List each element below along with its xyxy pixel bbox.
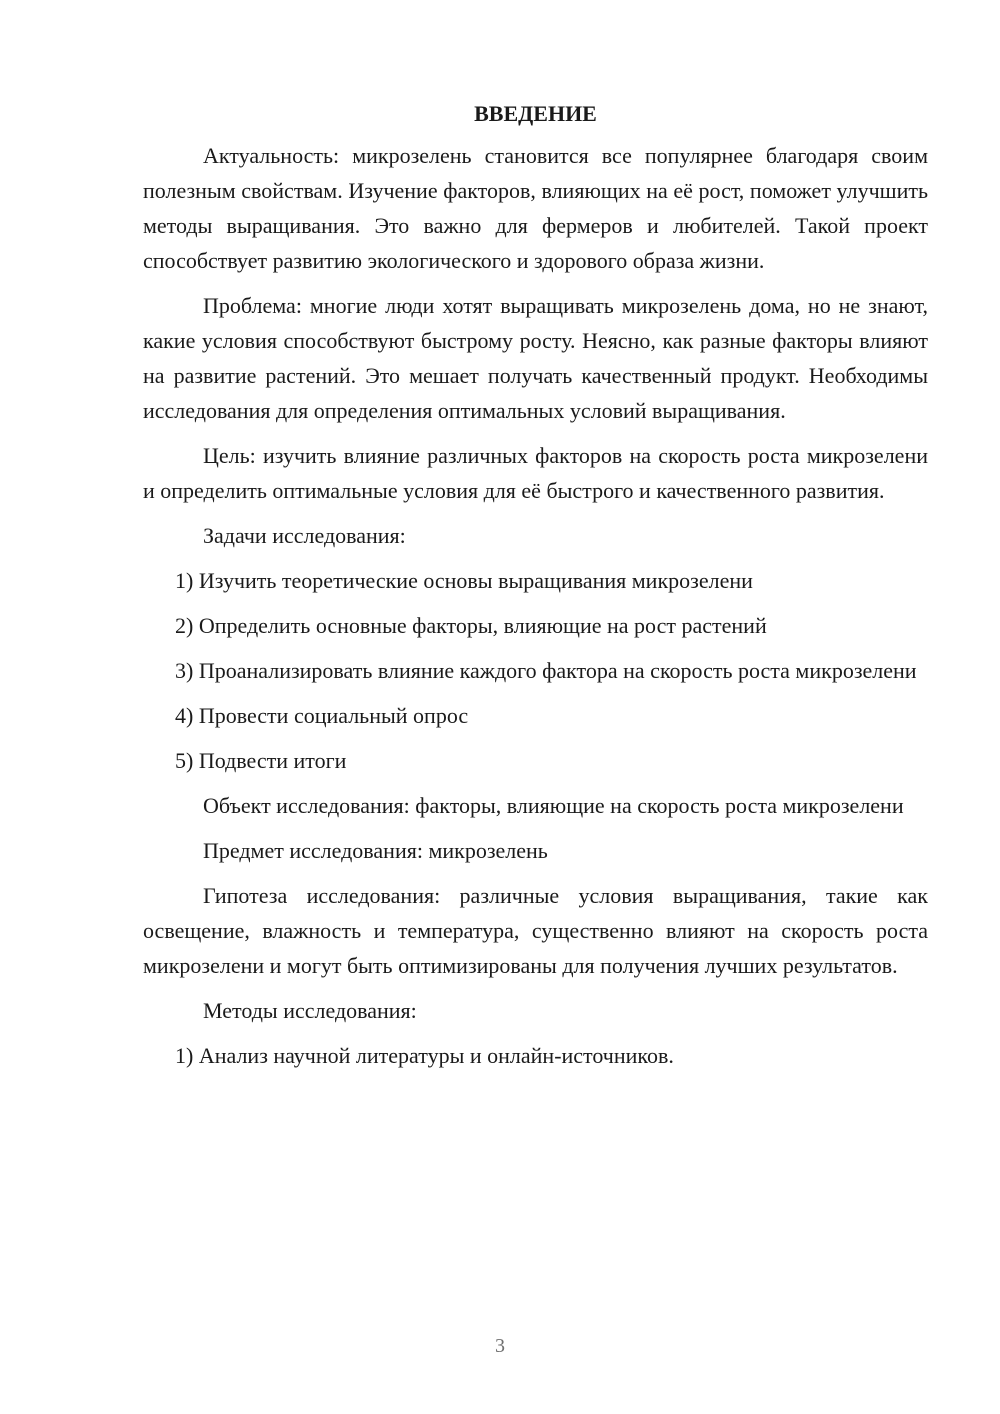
subject-paragraph: Предмет исследования: микрозелень (203, 838, 548, 863)
goal-paragraph: Цель: изучить влияние различных факторов на скорость роста микрозелени и определить оптимальные условия для её быстрого и качественного развития. (143, 443, 928, 503)
methods-heading: Методы исследования: (203, 998, 417, 1023)
task-item: 5) Подвести итоги (175, 748, 347, 773)
section-title: ВВЕДЕНИЕ (474, 101, 597, 126)
page-number: 3 (495, 1335, 505, 1357)
task-item: 3) Проанализировать влияние каждого фактора на скорость роста микрозелени (175, 658, 917, 683)
object-paragraph: Объект исследования: факторы, влияющие на скорость роста микрозелени (203, 793, 904, 818)
page-content (143, 96, 928, 1083)
task-item: 4) Провести социальный опрос (175, 703, 469, 728)
task-item: 1) Изучить теоретические основы выращивания микрозелени (175, 568, 753, 593)
tasks-heading: Задачи исследования: (203, 523, 406, 548)
relevance-paragraph: Актуальность: микрозелень становится все популярнее благодаря своим полезным свойствам. Изучение факторов, влияющих на её рост, поможет улучшить методы выращивания. Это важно для фермеров и любителей. Такой проект способствует развитию экологического и здорового образа жизни. (143, 143, 928, 273)
problem-paragraph: Проблема: многие люди хотят выращивать микрозелень дома, но не знают, какие условия способствуют быстрому росту. Неясно, как разные факторы влияют на развитие растений. Это мешает получать качественный продукт. Необходимы исследования для определения оптимальных условий выращивания. (143, 293, 928, 423)
method-item: 1) Анализ научной литературы и онлайн-источников. (175, 1043, 674, 1068)
task-item: 2) Определить основные факторы, влияющие на рост растений (175, 613, 767, 638)
hypothesis-paragraph: Гипотеза исследования: различные условия выращивания, такие как освещение, влажность и температура, существенно влияют на скорость роста микрозелени и могут быть оптимизированы для получения лучших результатов. (143, 883, 928, 978)
